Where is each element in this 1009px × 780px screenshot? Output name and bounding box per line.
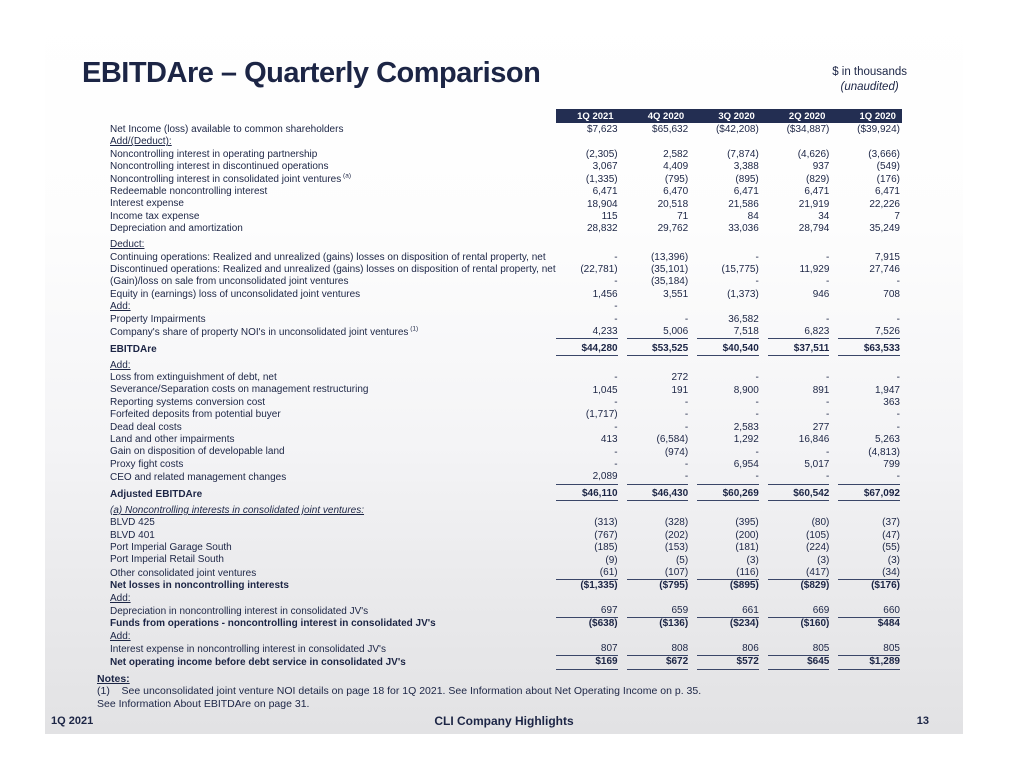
value-cell: 29,762 (657, 223, 689, 235)
table-row (110, 326, 902, 339)
value-cell: 6,471 (874, 186, 900, 198)
value-cell: (181) (735, 542, 759, 554)
value-cell: - (614, 313, 618, 325)
footnote-marker: (1) (408, 325, 419, 333)
row-label: CEO and related management changes (110, 472, 287, 484)
value-cell: - (697, 471, 759, 484)
table-row (110, 488, 902, 501)
value-cell: 799 (883, 458, 900, 470)
value-cell: 7,518 (697, 326, 759, 339)
value-cell: 937 (812, 161, 830, 173)
value-cell: $53,525 (627, 343, 689, 356)
value-cell: (35,101) (650, 264, 689, 276)
value-cell: 20,518 (657, 198, 689, 210)
value-cell: - (614, 446, 618, 458)
value-cell: $7,623 (587, 124, 618, 136)
value-cell: ($829) (800, 580, 830, 592)
notes-heading: Notes: (97, 672, 130, 685)
table-row (110, 409, 902, 421)
value-cell: $645 (768, 656, 830, 669)
value-cell: (34) (838, 567, 900, 580)
value-cell: $46,110 (556, 488, 618, 501)
row-label: Net Income (loss) available to common shareholders (110, 124, 344, 135)
table-row (110, 542, 902, 554)
table-row (110, 471, 902, 484)
value-cell: - (755, 446, 759, 458)
value-cell: ($795) (659, 580, 689, 592)
row-label: Redeemable noncontrolling interest (110, 186, 268, 198)
value-cell: - (896, 409, 900, 421)
row-label: BLVD 425 (110, 517, 155, 529)
row-label: Interest expense in noncontrolling interest in consolidated JV's (110, 643, 386, 655)
value-cell: 71 (677, 210, 689, 222)
row-label: Depreciation and amortization (110, 223, 243, 235)
value-cell: (80) (811, 517, 830, 529)
row-label: Net operating income before debt service in consolidated JV's (110, 657, 406, 669)
value-cell: ($42,208) (715, 124, 759, 136)
units-note: $ in thousands (832, 66, 907, 78)
value-cell: (1,717) (585, 409, 618, 421)
value-cell: (116) (697, 567, 759, 580)
value-cell: (37) (882, 517, 900, 529)
row-label: Add/(Deduct): (110, 136, 172, 148)
column-header: 4Q 2020 (647, 110, 685, 122)
value-cell: - (614, 396, 618, 408)
table-header (110, 109, 902, 123)
table-row (110, 223, 902, 235)
table-row (110, 343, 902, 356)
value-cell: 659 (627, 605, 689, 618)
value-cell: ($638) (588, 618, 618, 630)
column-header: 3Q 2020 (718, 110, 755, 122)
value-cell: (895) (735, 173, 759, 185)
value-cell: 891 (812, 384, 830, 396)
value-cell: 7,915 (874, 251, 900, 263)
row-label: (a) Noncontrolling interests in consolidated joint ventures: (110, 504, 365, 516)
value-cell: 1,292 (733, 434, 759, 446)
value-cell: (35,184) (650, 276, 689, 288)
value-cell: - (614, 458, 618, 470)
value-cell: - (755, 276, 759, 288)
row-label: Severance/Separation costs on management restructuring (110, 384, 369, 396)
value-cell: - (826, 313, 830, 325)
row-label: Equity in (earnings) loss of unconsolidated joint ventures (110, 288, 361, 300)
row-label: Dead deal costs (110, 421, 182, 433)
footer-page-number: 13 (916, 715, 929, 727)
value-cell: - (684, 409, 689, 421)
value-cell: ($1,335) (580, 580, 618, 592)
value-cell: - (826, 396, 830, 408)
row-label: Reporting systems conversion cost (110, 396, 266, 408)
table-row (110, 593, 902, 605)
value-cell: $572 (697, 656, 759, 669)
value-cell: - (614, 372, 618, 384)
value-cell: ($34,887) (786, 124, 830, 136)
value-cell: - (755, 372, 759, 384)
value-cell: (7,874) (727, 148, 759, 160)
value-cell: 21,919 (798, 198, 830, 210)
table-row (110, 314, 902, 326)
value-cell: 807 (556, 643, 618, 656)
value-cell: - (896, 372, 900, 384)
value-cell: 363 (883, 396, 900, 408)
header-label-spacer (110, 109, 547, 123)
value-cell: (15,775) (721, 264, 759, 276)
slide-footer (51, 714, 957, 728)
value-cell: 36,582 (728, 313, 759, 325)
value-cell: (4,626) (797, 148, 830, 160)
value-cell: $60,269 (697, 488, 759, 501)
value-cell: ($39,924) (857, 124, 900, 136)
table-row (110, 186, 902, 198)
value-cell: (47) (882, 529, 900, 541)
table-row (110, 656, 902, 669)
value-cell: (55) (882, 542, 900, 554)
table-row (110, 643, 902, 656)
value-cell: (328) (664, 517, 689, 529)
value-cell: 6,823 (768, 326, 830, 339)
value-cell: 697 (556, 605, 618, 618)
value-cell: 4,409 (663, 161, 689, 173)
value-cell: 6,471 (733, 186, 759, 198)
value-cell: 28,832 (587, 223, 618, 235)
units-note-block (832, 65, 907, 95)
value-cell: 7 (894, 210, 900, 222)
value-cell: 5,263 (874, 434, 900, 446)
value-cell: 669 (768, 605, 830, 618)
table-row (110, 446, 902, 458)
value-cell: 8,900 (733, 384, 759, 396)
value-cell: - (896, 276, 900, 288)
value-cell: (3,666) (868, 148, 900, 160)
value-cell: 21,586 (728, 198, 759, 210)
value-cell: $672 (627, 656, 689, 669)
column-header-band (556, 109, 902, 123)
value-cell: (549) (876, 161, 900, 173)
row-label: Net losses in noncontrolling interests (110, 580, 289, 592)
row-label: Funds from operations - noncontrolling interest in consolidated JV's (110, 618, 436, 630)
value-cell: $46,430 (627, 488, 689, 501)
value-cell: ($234) (729, 618, 759, 630)
row-label: Company's share of property NOI's in unconsolidated joint ventures $^{(1)}$ (110, 325, 419, 338)
table-row (110, 289, 902, 301)
value-cell: - (755, 251, 759, 263)
table-row (110, 618, 902, 630)
value-cell: - (896, 421, 900, 433)
value-cell: $60,542 (768, 488, 830, 501)
value-cell: 35,249 (869, 223, 900, 235)
financial-table (97, 109, 902, 710)
table-row (110, 505, 902, 517)
value-cell: (3) (887, 554, 900, 566)
value-cell: (13,396) (650, 251, 689, 263)
value-cell: (5) (675, 554, 689, 566)
value-cell: 6,954 (733, 458, 759, 470)
value-cell: - (755, 396, 759, 408)
value-cell: $40,540 (697, 343, 759, 356)
table-row (110, 554, 902, 566)
row-label: Land and other impairments (110, 434, 235, 446)
value-cell: (224) (806, 542, 830, 554)
page-title: EBITDAre – Quarterly Comparison (82, 57, 541, 89)
value-cell: - (755, 409, 759, 421)
value-cell: - (826, 446, 830, 458)
value-cell: 2,582 (663, 148, 689, 160)
value-cell: $37,511 (768, 343, 830, 356)
row-label: Discontinued operations: Realized and unrealized (gains) losses on disposition of rental property, net (110, 263, 556, 275)
row-label: Add: (110, 301, 131, 313)
value-cell: 27,746 (869, 264, 900, 276)
table-row (110, 605, 902, 618)
table-row (110, 301, 902, 313)
table-row (110, 567, 902, 580)
column-header: 1Q 2021 (577, 110, 614, 122)
value-cell: (200) (735, 529, 759, 541)
table-row (110, 161, 902, 173)
value-cell: 5,017 (804, 458, 830, 470)
value-cell: 2,583 (733, 421, 759, 433)
value-cell: ($895) (729, 580, 759, 592)
value-cell: (1,335) (585, 173, 618, 185)
value-cell: (6,584) (656, 434, 689, 446)
value-cell: (395) (735, 517, 759, 529)
value-cell: 708 (883, 288, 900, 300)
value-cell: ($176) (871, 580, 900, 592)
value-cell: (61) (556, 567, 618, 580)
table-row (110, 276, 902, 288)
value-cell: $44,280 (556, 343, 618, 356)
row-label: Forfeited deposits from potential buyer (110, 409, 281, 421)
value-cell: 1,045 (592, 384, 618, 396)
value-cell: 33,036 (728, 223, 759, 235)
table-row (110, 459, 902, 471)
value-cell: (105) (806, 529, 830, 541)
table-row (110, 174, 902, 186)
value-cell: 660 (838, 605, 900, 618)
value-cell: (185) (594, 542, 618, 554)
row-label: Continuing operations: Realized and unrealized (gains) losses on disposition of rental property, net (110, 251, 546, 263)
value-cell: (9) (605, 554, 618, 566)
value-cell: - (826, 276, 830, 288)
value-cell: 115 (601, 210, 618, 222)
value-cell: (202) (664, 529, 689, 541)
value-cell: $484 (877, 618, 900, 630)
row-label: Depreciation in noncontrolling interest in consolidated JV's (110, 605, 369, 617)
row-label: Property Impairments (110, 313, 206, 325)
row-label: (Gain)/loss on sale from unconsolidated joint ventures (110, 276, 349, 288)
value-cell: (3) (746, 554, 759, 566)
table-row (110, 211, 902, 223)
value-cell: - (614, 251, 618, 263)
table-row (110, 631, 902, 643)
value-cell: 11,929 (799, 264, 830, 276)
row-label: Noncontrolling interest in discontinued operations (110, 161, 329, 173)
value-cell: - (768, 471, 830, 484)
value-cell: 661 (697, 605, 759, 618)
value-cell: - (826, 251, 830, 263)
value-cell: $65,632 (652, 124, 689, 136)
row-label: Port Imperial Garage South (110, 542, 232, 554)
value-cell: $1,289 (838, 656, 900, 669)
value-cell: - (614, 276, 618, 288)
value-cell: (417) (768, 567, 830, 580)
unaudited-note: (unaudited) (840, 81, 899, 93)
value-cell: 7,526 (838, 326, 900, 339)
value-cell: 3,388 (733, 161, 759, 173)
value-cell: (1,373) (727, 288, 759, 300)
table-row (110, 264, 902, 276)
row-label: Port Imperial Retail South (110, 554, 224, 566)
table-row (110, 580, 902, 592)
value-cell: 805 (838, 643, 900, 656)
table-row (110, 252, 902, 264)
value-cell: 191 (671, 384, 689, 396)
value-cell: 6,471 (804, 186, 830, 198)
row-label: Income tax expense (110, 210, 200, 222)
value-cell: 413 (600, 434, 618, 446)
value-cell: ($160) (800, 618, 830, 630)
table-row (110, 124, 902, 136)
table-row (110, 517, 902, 529)
value-cell: - (684, 458, 689, 470)
value-cell: (4,813) (868, 446, 900, 458)
value-cell: 4,233 (556, 326, 618, 339)
value-cell: 3,067 (592, 161, 618, 173)
value-cell: (767) (594, 529, 618, 541)
value-cell: ($136) (659, 618, 689, 630)
value-cell: 1,947 (874, 384, 900, 396)
value-cell: $67,092 (838, 488, 900, 501)
value-cell: (153) (664, 542, 689, 554)
value-cell: 28,794 (798, 223, 830, 235)
table-body (110, 124, 902, 670)
value-cell: 18,904 (587, 198, 618, 210)
notes-block (97, 673, 902, 711)
row-label: Add: (110, 592, 131, 604)
table-row (110, 384, 902, 396)
value-cell: 34 (818, 210, 830, 222)
value-cell: - (826, 372, 830, 384)
value-cell: 808 (627, 643, 689, 656)
value-cell: $63,533 (838, 343, 900, 356)
value-cell: (313) (594, 517, 618, 529)
slide (45, 8, 963, 734)
table-row (110, 360, 902, 372)
table-row (110, 372, 902, 384)
row-label: Interest expense (110, 198, 184, 210)
table-row (110, 136, 902, 148)
value-cell: - (614, 301, 618, 313)
table-row (110, 397, 902, 409)
column-header: 2Q 2020 (788, 110, 826, 122)
value-cell: - (838, 471, 900, 484)
table-row (110, 149, 902, 161)
value-cell: - (684, 396, 689, 408)
value-cell: - (684, 313, 689, 325)
value-cell: 272 (671, 372, 689, 384)
value-cell: 1,456 (592, 288, 618, 300)
row-label: Proxy fight costs (110, 458, 184, 470)
value-cell: 946 (812, 288, 830, 300)
table-row (110, 239, 902, 251)
row-label: EBITDAre (110, 343, 157, 355)
value-cell: - (826, 409, 830, 421)
value-cell: 22,226 (869, 198, 900, 210)
row-label: Adjusted EBITDAre (110, 488, 203, 500)
value-cell: 84 (747, 210, 759, 222)
value-cell: - (896, 313, 900, 325)
value-cell: (974) (664, 446, 689, 458)
value-cell: 6,471 (592, 186, 618, 198)
row-label: Gain on disposition of developable land (110, 446, 285, 458)
table-row (110, 198, 902, 210)
value-cell: $169 (556, 656, 618, 669)
row-label: Loss from extinguishment of debt, net (110, 372, 277, 383)
value-cell: 2,089 (556, 471, 618, 484)
column-header: 1Q 2020 (859, 110, 896, 122)
row-label: Noncontrolling interest in consolidated joint ventures $^{(a)}$ (110, 172, 351, 185)
value-cell: 6,470 (663, 186, 689, 198)
footer-section-title: CLI Company Highlights (434, 714, 574, 728)
value-cell: (3) (817, 554, 830, 566)
value-cell: 277 (812, 421, 830, 433)
value-cell: (107) (627, 567, 689, 580)
value-cell: 3,551 (663, 288, 689, 300)
footnote-marker: (a) (341, 172, 351, 180)
note-line-1: (1) See unconsolidated joint venture NOI details on page 18 for 1Q 2021. See Information about Net Operating Income on p. 35. (97, 685, 702, 698)
value-cell: - (614, 421, 618, 433)
value-cell: (22,781) (580, 264, 618, 276)
table-row (110, 422, 902, 434)
value-cell: 16,846 (798, 434, 830, 446)
value-cell: (2,305) (585, 148, 618, 160)
row-label: Add: (110, 359, 131, 371)
footer-quarter: 1Q 2021 (51, 715, 94, 727)
value-cell: 805 (768, 643, 830, 656)
value-cell: (176) (876, 173, 900, 185)
row-label: BLVD 401 (110, 529, 155, 541)
row-label: Noncontrolling interest in operating partnership (110, 148, 318, 160)
value-cell: - (684, 421, 689, 433)
row-label: Deduct: (110, 239, 145, 251)
table-row (110, 434, 902, 446)
value-cell: (795) (664, 173, 689, 185)
value-cell: 806 (697, 643, 759, 656)
table-row (110, 530, 902, 542)
value-cell: 5,006 (627, 326, 689, 339)
value-cell: - (627, 471, 689, 484)
row-label: Other consolidated joint ventures (110, 567, 257, 579)
value-cell: (829) (806, 173, 830, 185)
note-line-2: See Information About EBITDAre on page 31. (97, 697, 310, 710)
row-label: Add: (110, 630, 131, 642)
